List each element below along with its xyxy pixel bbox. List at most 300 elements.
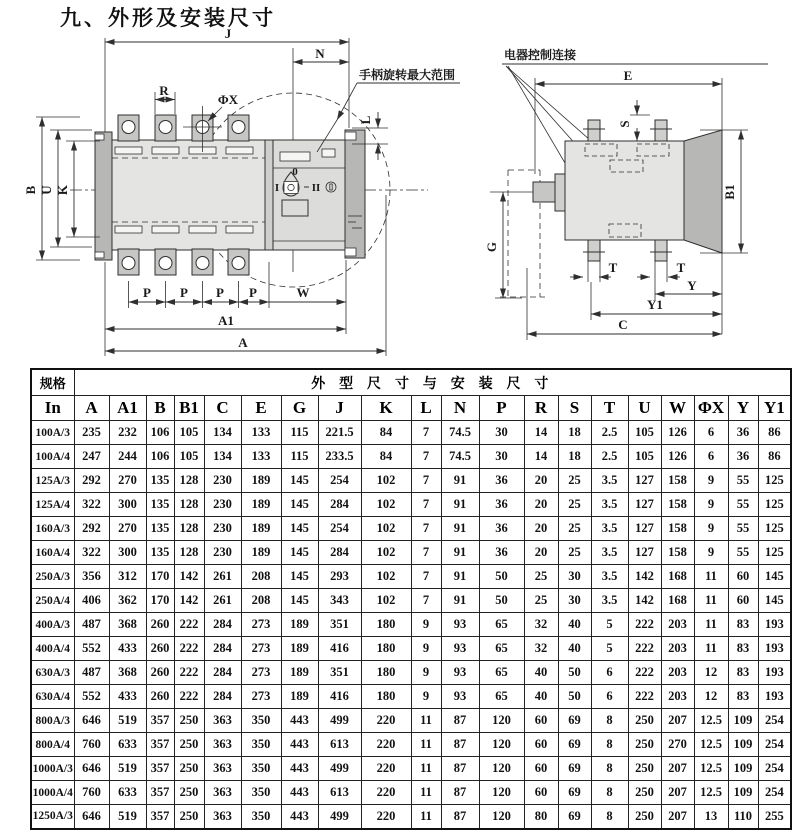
dim-cell: 120: [479, 709, 524, 733]
column-header: S: [558, 396, 591, 421]
column-header: R: [524, 396, 558, 421]
dim-cell: 261: [204, 565, 241, 589]
dim-cell: 134: [204, 445, 241, 469]
spec-cell: 1000A/4: [31, 781, 74, 805]
dim-cell: 220: [361, 757, 411, 781]
dim-cell: 433: [109, 637, 146, 661]
dim-cell: 519: [109, 805, 146, 829]
dim-cell: 40: [524, 685, 558, 709]
dim-cell: 55: [728, 469, 758, 493]
table-row: [31, 517, 791, 541]
dim-cell: 189: [241, 541, 281, 565]
dim-cell: 254: [758, 733, 791, 757]
dim-cell: 105: [174, 421, 204, 445]
dim-cell: 110: [728, 805, 758, 829]
dim-cell: 127: [628, 517, 661, 541]
dim-cell: 284: [204, 685, 241, 709]
dim-cell: 250: [628, 733, 661, 757]
dim-cell: 74.5: [441, 421, 479, 445]
dim-label-t1: T: [608, 260, 618, 275]
dim-cell: 261: [204, 589, 241, 613]
dim-cell: 50: [558, 685, 591, 709]
dim-cell: 222: [628, 637, 661, 661]
dim-Y1: [591, 282, 722, 320]
dim-cell: 487: [74, 661, 109, 685]
dim-cell: 93: [441, 661, 479, 685]
dim-cell: 273: [241, 685, 281, 709]
dim-cell: 273: [241, 613, 281, 637]
dim-cell: 120: [479, 781, 524, 805]
dim-cell: 126: [661, 421, 694, 445]
dim-cell: 552: [74, 637, 109, 661]
front-right-cap: [345, 130, 365, 258]
dim-cell: 189: [281, 613, 318, 637]
dim-label-e: E: [623, 68, 633, 83]
dim-cell: 7: [411, 445, 441, 469]
dim-label-n: N: [315, 46, 325, 61]
dim-cell: 12.5: [694, 757, 728, 781]
dim-cell: 207: [661, 757, 694, 781]
column-header: B1: [174, 396, 204, 421]
spec-cell: 160A/3: [31, 517, 74, 541]
dim-cell: 222: [174, 661, 204, 685]
side-view-drawing: [484, 47, 768, 340]
control-callout-label: 电器控制连接: [504, 48, 577, 62]
dim-cell: 351: [318, 613, 361, 637]
dim-cell: 83: [728, 685, 758, 709]
dim-cell: 284: [204, 637, 241, 661]
dim-cell: 11: [411, 805, 441, 829]
dim-cell: 168: [661, 589, 694, 613]
dim-cell: 125: [758, 493, 791, 517]
table-row: [31, 805, 791, 829]
spec-cell: 100A/4: [31, 445, 74, 469]
dim-cell: 189: [281, 685, 318, 709]
spec-cell: 125A/4: [31, 493, 74, 517]
dim-cell: 222: [628, 613, 661, 637]
dim-P-W: [129, 285, 347, 302]
page-title: 九、外形及安装尺寸: [60, 7, 276, 30]
dim-cell: 86: [758, 445, 791, 469]
dim-cell: 7: [411, 469, 441, 493]
dim-cell: 250: [628, 709, 661, 733]
dim-cell: 350: [241, 733, 281, 757]
dim-cell: 220: [361, 709, 411, 733]
dim-cell: 433: [109, 685, 146, 709]
column-header: L: [411, 396, 441, 421]
dim-cell: 14: [524, 445, 558, 469]
dim-cell: 6: [591, 685, 628, 709]
dim-label-c: C: [618, 317, 628, 332]
dim-cell: 11: [411, 781, 441, 805]
dim-cell: 158: [661, 541, 694, 565]
dim-cell: 193: [758, 661, 791, 685]
dim-cell: 9: [411, 685, 441, 709]
dim-cell: 499: [318, 805, 361, 829]
dim-cell: 14: [524, 421, 558, 445]
dim-cell: 30: [558, 589, 591, 613]
spec-cell: 800A/3: [31, 709, 74, 733]
dim-cell: 270: [109, 469, 146, 493]
dim-cell: 250: [174, 757, 204, 781]
dim-label-r: R: [159, 83, 169, 98]
dim-cell: 135: [146, 469, 174, 493]
front-body: [112, 140, 265, 250]
table-row: [31, 685, 791, 709]
dim-cell: 87: [441, 733, 479, 757]
dim-T: [570, 260, 686, 277]
dim-cell: 220: [361, 733, 411, 757]
dim-cell: 362: [109, 589, 146, 613]
dim-K: [55, 141, 100, 237]
dim-cell: 120: [479, 757, 524, 781]
dim-G: [484, 192, 533, 298]
handle-rotation-callout: [317, 67, 460, 152]
dim-cell: 32: [524, 637, 558, 661]
dim-cell: 105: [174, 445, 204, 469]
dim-label-b1: B1: [722, 184, 737, 200]
dim-cell: 115: [281, 421, 318, 445]
dim-cell: 519: [109, 757, 146, 781]
dim-cell: 189: [241, 517, 281, 541]
handle-mark-zero: 0: [292, 166, 298, 178]
dim-cell: 36: [728, 445, 758, 469]
front-right-cap-notch-bottom: [345, 248, 356, 256]
dim-A: [105, 335, 386, 351]
dim-cell: 125: [758, 517, 791, 541]
dim-cell: 55: [728, 541, 758, 565]
handle-callout-label: 手柄旋转最大范围: [359, 68, 456, 82]
dim-label-g: G: [484, 241, 499, 253]
dim-cell: 69: [558, 709, 591, 733]
dim-cell: 9: [694, 469, 728, 493]
dim-cell: 86: [758, 421, 791, 445]
dim-cell: 65: [479, 613, 524, 637]
dim-cell: 12.5: [694, 709, 728, 733]
dim-R: [155, 83, 175, 114]
spec-cell: 1250A/3: [31, 805, 74, 829]
dim-cell: 12.5: [694, 733, 728, 757]
dim-cell: 292: [74, 469, 109, 493]
dim-cell: 300: [109, 541, 146, 565]
dim-cell: 312: [109, 565, 146, 589]
dim-cell: 145: [281, 517, 318, 541]
column-header: U: [628, 396, 661, 421]
spec-cell: 250A/4: [31, 589, 74, 613]
dim-label-t2: T: [676, 260, 686, 275]
dim-cell: 11: [411, 733, 441, 757]
table-row: [31, 709, 791, 733]
dim-cell: 9: [411, 613, 441, 637]
dim-label-a: A: [238, 335, 248, 350]
dim-cell: 220: [361, 805, 411, 829]
dim-cell: 65: [479, 661, 524, 685]
dim-cell: 142: [174, 565, 204, 589]
dim-cell: 3.5: [591, 469, 628, 493]
column-header-row: [31, 396, 791, 421]
dim-cell: 254: [758, 709, 791, 733]
dim-cell: 11: [694, 565, 728, 589]
dim-cell: 9: [411, 637, 441, 661]
dim-cell: 356: [74, 565, 109, 589]
dim-cell: 247: [74, 445, 109, 469]
dim-cell: 12: [694, 685, 728, 709]
dim-cell: 270: [109, 517, 146, 541]
dim-cell: 60: [728, 565, 758, 589]
dim-cell: 142: [628, 565, 661, 589]
dim-cell: 270: [661, 733, 694, 757]
dim-cell: 9: [694, 517, 728, 541]
dim-cell: 193: [758, 637, 791, 661]
dim-cell: 142: [628, 589, 661, 613]
dim-cell: 36: [479, 469, 524, 493]
dim-cell: 230: [204, 517, 241, 541]
dim-cell: 255: [758, 805, 791, 829]
technical-drawings: [0, 0, 792, 368]
dim-label-l: L: [358, 115, 373, 125]
dim-cell: 207: [661, 781, 694, 805]
dim-cell: 203: [661, 637, 694, 661]
dim-S: [617, 100, 650, 141]
dim-cell: 203: [661, 613, 694, 637]
dim-cell: 222: [174, 685, 204, 709]
dim-cell: 254: [318, 517, 361, 541]
column-header: A: [74, 396, 109, 421]
dim-cell: 133: [241, 445, 281, 469]
dim-cell: 357: [146, 709, 174, 733]
dim-label-a1: A1: [218, 313, 234, 328]
dim-cell: 50: [479, 589, 524, 613]
column-header: T: [591, 396, 628, 421]
dim-cell: 60: [524, 757, 558, 781]
dim-cell: 80: [524, 805, 558, 829]
dim-cell: 357: [146, 805, 174, 829]
dim-cell: 203: [661, 685, 694, 709]
dim-cell: 250: [174, 733, 204, 757]
dim-cell: 350: [241, 781, 281, 805]
dim-cell: 91: [441, 565, 479, 589]
dim-cell: 135: [146, 541, 174, 565]
dim-cell: 284: [318, 541, 361, 565]
dim-cell: 254: [758, 757, 791, 781]
dim-cell: 105: [628, 445, 661, 469]
dim-cell: 170: [146, 589, 174, 613]
dim-cell: 145: [281, 541, 318, 565]
dim-cell: 18: [558, 445, 591, 469]
dim-cell: 125: [758, 469, 791, 493]
dim-cell: 193: [758, 685, 791, 709]
spec-header-cell: 规格: [31, 369, 74, 396]
dim-J: [105, 26, 349, 132]
dim-cell: 127: [628, 541, 661, 565]
dim-cell: 69: [558, 781, 591, 805]
dim-label-p4: P: [249, 285, 257, 300]
dim-label-j: J: [224, 26, 232, 41]
dim-cell: 25: [558, 541, 591, 565]
dim-cell: 273: [241, 661, 281, 685]
dim-cell: 125: [758, 541, 791, 565]
dim-C: [527, 317, 722, 334]
dim-cell: 106: [146, 421, 174, 445]
spec-cell: 630A/4: [31, 685, 74, 709]
dim-cell: 40: [558, 613, 591, 637]
dim-cell: 30: [479, 445, 524, 469]
front-left-cap-notch-bottom: [95, 252, 104, 258]
dim-cell: 416: [318, 637, 361, 661]
dim-cell: 20: [524, 541, 558, 565]
column-header: In: [31, 396, 74, 421]
dim-cell: 254: [758, 781, 791, 805]
dim-cell: 254: [318, 469, 361, 493]
column-header: C: [204, 396, 241, 421]
dim-cell: 142: [174, 589, 204, 613]
dim-cell: 3.5: [591, 589, 628, 613]
column-header: A1: [109, 396, 146, 421]
dim-cell: 83: [728, 613, 758, 637]
dim-cell: 613: [318, 733, 361, 757]
column-header: P: [479, 396, 524, 421]
dim-cell: 260: [146, 685, 174, 709]
dim-cell: 25: [524, 589, 558, 613]
dim-cell: 60: [728, 589, 758, 613]
dim-cell: 106: [146, 445, 174, 469]
dim-cell: 126: [661, 445, 694, 469]
dim-cell: 60: [524, 709, 558, 733]
column-header: Y: [728, 396, 758, 421]
dim-cell: 50: [479, 565, 524, 589]
dim-cell: 250: [174, 781, 204, 805]
dim-cell: 180: [361, 685, 411, 709]
dim-cell: 65: [479, 637, 524, 661]
dim-cell: 11: [694, 589, 728, 613]
dim-cell: 30: [558, 565, 591, 589]
dim-cell: 633: [109, 781, 146, 805]
dim-cell: 30: [479, 421, 524, 445]
dim-cell: 368: [109, 613, 146, 637]
dim-cell: 519: [109, 709, 146, 733]
dim-cell: 91: [441, 469, 479, 493]
dim-cell: 250: [628, 781, 661, 805]
side-body: [565, 141, 684, 240]
dim-cell: 760: [74, 781, 109, 805]
dim-cell: 93: [441, 685, 479, 709]
dim-cell: 646: [74, 757, 109, 781]
dim-cell: 8: [591, 805, 628, 829]
table-group-header-row: [31, 369, 791, 396]
dim-cell: 487: [74, 613, 109, 637]
dim-cell: 613: [318, 781, 361, 805]
dim-cell: 102: [361, 541, 411, 565]
dim-cell: 222: [628, 661, 661, 685]
dim-cell: 145: [281, 589, 318, 613]
dim-label-y1: Y1: [647, 297, 663, 312]
dim-cell: 208: [241, 565, 281, 589]
dim-cell: 8: [591, 733, 628, 757]
dim-cell: 633: [109, 733, 146, 757]
dim-cell: 8: [591, 709, 628, 733]
dim-cell: 11: [411, 757, 441, 781]
dim-cell: 93: [441, 613, 479, 637]
dim-cell: 69: [558, 733, 591, 757]
dim-cell: 83: [728, 637, 758, 661]
dim-cell: 158: [661, 517, 694, 541]
dim-cell: 83: [728, 661, 758, 685]
front-view-drawing: [23, 26, 460, 356]
dim-label-p1: P: [143, 285, 151, 300]
dim-cell: 7: [411, 589, 441, 613]
front-divider: [265, 140, 273, 250]
dim-cell: 443: [281, 805, 318, 829]
front-right-cap-notch-top: [345, 132, 356, 140]
handle-mark-two: II: [311, 182, 321, 194]
dim-cell: 87: [441, 709, 479, 733]
dim-cell: 5: [591, 613, 628, 637]
dim-cell: 552: [74, 685, 109, 709]
dim-cell: 127: [628, 469, 661, 493]
dim-cell: 180: [361, 613, 411, 637]
dim-cell: 133: [241, 421, 281, 445]
dim-label-p2: P: [180, 285, 188, 300]
front-left-cap: [95, 132, 112, 260]
dim-cell: 3.5: [591, 493, 628, 517]
dim-cell: 40: [524, 661, 558, 685]
column-header: J: [318, 396, 361, 421]
dim-cell: 260: [146, 661, 174, 685]
dim-cell: 145: [758, 565, 791, 589]
dim-cell: 221.5: [318, 421, 361, 445]
spec-cell: 160A/4: [31, 541, 74, 565]
dim-cell: 74.5: [441, 445, 479, 469]
dim-cell: 102: [361, 589, 411, 613]
dim-cell: 91: [441, 493, 479, 517]
dimension-table: [30, 368, 792, 830]
dim-cell: 93: [441, 637, 479, 661]
dim-cell: 36: [479, 517, 524, 541]
dim-cell: 363: [204, 709, 241, 733]
dim-cell: 443: [281, 709, 318, 733]
dim-cell: 363: [204, 757, 241, 781]
table-row: [31, 613, 791, 637]
dim-cell: 2.5: [591, 421, 628, 445]
dim-cell: 11: [411, 709, 441, 733]
dim-cell: 65: [479, 685, 524, 709]
dim-cell: 293: [318, 565, 361, 589]
dim-cell: 102: [361, 565, 411, 589]
table-row: [31, 469, 791, 493]
column-header: G: [281, 396, 318, 421]
dim-cell: 6: [694, 445, 728, 469]
dim-cell: 145: [281, 493, 318, 517]
dim-cell: 363: [204, 781, 241, 805]
dim-cell: 260: [146, 613, 174, 637]
dim-cell: 292: [74, 517, 109, 541]
dim-cell: 55: [728, 517, 758, 541]
dim-cell: 145: [758, 589, 791, 613]
dim-cell: 406: [74, 589, 109, 613]
dim-cell: 230: [204, 469, 241, 493]
dim-cell: 109: [728, 757, 758, 781]
dim-cell: 60: [524, 733, 558, 757]
spec-cell: 100A/3: [31, 421, 74, 445]
dim-A1: [105, 313, 346, 329]
dim-cell: 12: [694, 661, 728, 685]
dim-cell: 7: [411, 541, 441, 565]
dim-cell: 135: [146, 517, 174, 541]
dim-cell: 32: [524, 613, 558, 637]
dim-cell: 3.5: [591, 565, 628, 589]
dim-cell: 260: [146, 637, 174, 661]
dim-N: [293, 46, 349, 62]
